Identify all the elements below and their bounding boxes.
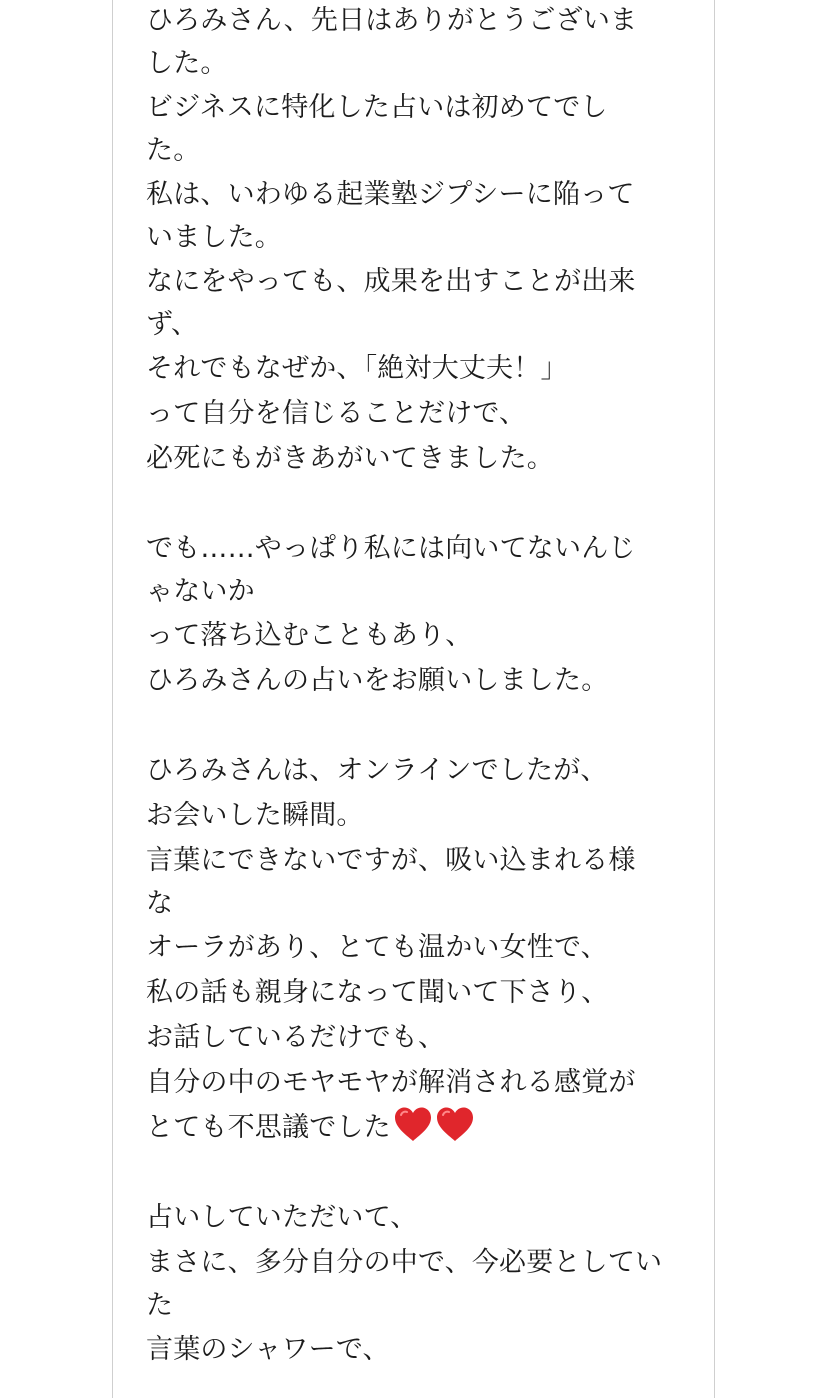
message-line-text: とても不思議でした — [146, 1112, 391, 1143]
message-line-with-hearts — [146, 1105, 691, 1150]
message-line: た。 — [146, 135, 201, 166]
message-line: いました。 — [146, 222, 282, 253]
message-line: でも……やっぱり私には向いてないんじ — [146, 533, 636, 564]
message-line: オーラがあり、とても温かい女性で、 — [146, 932, 608, 963]
red-heart-icon — [435, 1105, 475, 1145]
message-line: 占いしていただいて、 — [146, 1202, 418, 1233]
message-line: ひろみさん、先日はありがとうございま — [146, 5, 638, 36]
message-line: って落ち込むこともあり、 — [146, 620, 473, 651]
message-line: ゃないか — [146, 576, 255, 607]
message-line: お会いした瞬間。 — [146, 800, 364, 831]
message-line: 言葉にできないですが、吸い込まれる様 — [146, 845, 636, 876]
message-line: それでもなぜか、「絶対大丈夫！」 — [146, 353, 568, 384]
message-line: まさに、多分自分の中で、今必要としてい — [146, 1247, 663, 1278]
message-line: な — [146, 888, 174, 919]
message-body — [146, 0, 691, 1372]
message-line: なにをやっても、成果を出すことが出来 — [146, 266, 636, 297]
message-line: た — [146, 1290, 174, 1321]
message-line: 必死にもがきあがいてきました。 — [146, 443, 554, 474]
message-line: って自分を信じることだけで、 — [146, 398, 527, 429]
message-line: お話しているだけでも、 — [146, 1022, 446, 1053]
message-card — [112, 0, 715, 1398]
paragraph-spacer — [146, 1150, 691, 1195]
message-line: した。 — [146, 48, 228, 79]
message-line: 言葉のシャワーで、 — [146, 1334, 390, 1365]
message-line: ビジネスに特化した占いは初めてでし — [146, 92, 608, 123]
message-line: ひろみさんの占いをお願いしました。 — [146, 665, 609, 696]
message-line: 自分の中のモヤモヤが解消される感覚が — [146, 1067, 636, 1098]
red-heart-icon — [393, 1105, 433, 1145]
paragraph-spacer — [146, 703, 691, 748]
message-line: ひろみさんは、オンラインでしたが、 — [146, 755, 608, 786]
message-line: 私の話も親身になって聞いて下さり、 — [146, 977, 609, 1008]
message-line: ず、 — [146, 309, 199, 340]
message-line: 私は、いわゆる起業塾ジプシーに陥って — [146, 179, 635, 210]
paragraph-spacer — [146, 481, 691, 526]
